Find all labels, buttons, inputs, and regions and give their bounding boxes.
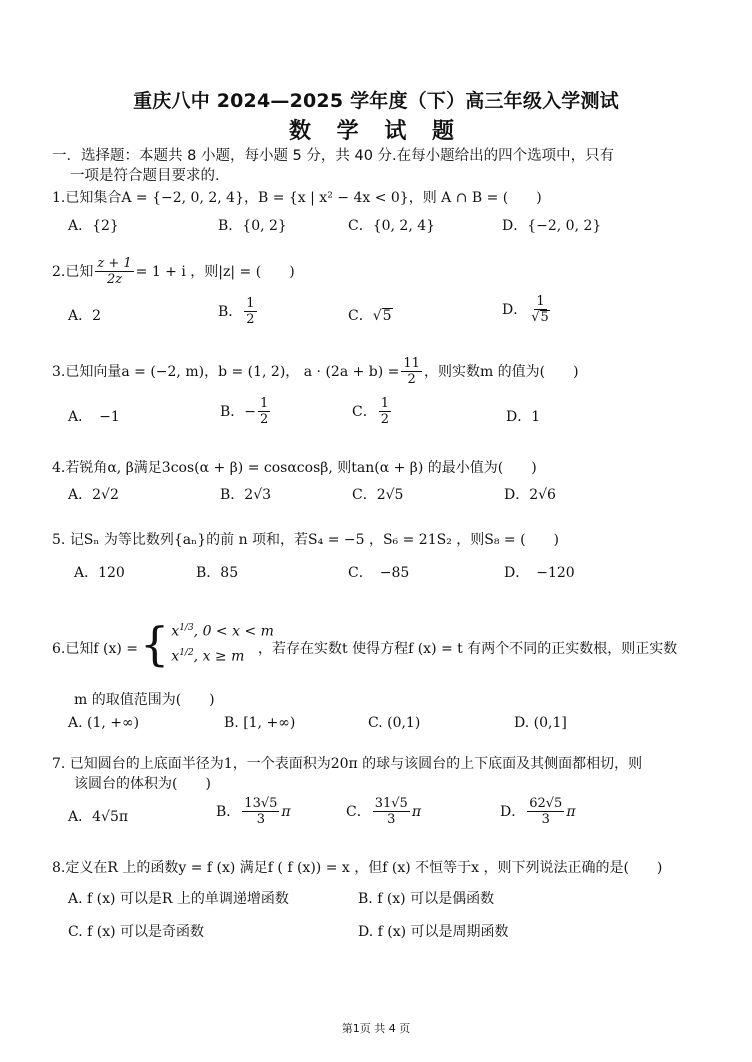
question-7-option-d-pi: π	[566, 803, 576, 820]
question-3-option-b-num: 1	[260, 396, 269, 411]
question-7-option-a: A．4√5π	[68, 809, 129, 825]
question-7-option-c-label: C．	[346, 803, 371, 820]
question-6-case-1	[171, 623, 274, 640]
question-3-option-c	[352, 396, 393, 427]
question-7-line-1: 7. 已知圆台的上底面半径为1，一个表面积为20π 的球与该圆台的上下底面及其侧面都相切，则	[52, 756, 643, 772]
question-8-option-b: B. f (x) 可以是偶函数	[358, 891, 495, 907]
exam-title: 重庆八中 2024—2025 学年度（下）高三年级入学测试	[133, 90, 619, 112]
question-8-option-c: C. f (x) 可以是奇函数	[68, 924, 205, 940]
question-7-option-d-den: 3	[541, 812, 550, 827]
question-4-option-a: A．2√2	[68, 487, 119, 503]
question-3-prefix: 3.已知向量a = (−2, m)，b = (1, 2)， a · (2a + b) =	[52, 363, 400, 380]
question-6-case-1-base: x	[171, 624, 180, 640]
question-2-option-b-num: 1	[246, 296, 255, 311]
question-6-option-b: B. [1, +∞)	[224, 715, 296, 731]
question-6-suffix: ，若存在实数t 使得方程f (x) = t 有两个不同的正实数根，则正实数	[258, 641, 678, 657]
question-2-option-b	[218, 296, 259, 327]
question-7-option-c-pi: π	[411, 803, 422, 820]
question-7-option-d-label: D．	[500, 803, 526, 820]
question-6-case-1-exp: 1/3	[179, 623, 194, 634]
exam-subtitle: 数 学 试 题	[289, 119, 463, 144]
question-6-case-2-cond: , x ≥ m	[193, 648, 245, 665]
question-7-option-d-num: 62√5	[529, 796, 563, 811]
page-footer: 第1页 共 4 页	[341, 1022, 411, 1035]
question-6-option-d: D. (0,1]	[514, 715, 567, 731]
question-3-option-d: D．1	[506, 409, 541, 425]
question-2-option-d-label: D．	[502, 301, 528, 318]
question-3-frac-den: 2	[407, 372, 416, 387]
question-2-prefix: 2.已知	[52, 263, 94, 280]
question-3-option-b-label: B．−	[220, 403, 257, 420]
question-5-option-d: D． −120	[504, 565, 575, 581]
question-2-option-c-value: 5	[382, 308, 392, 324]
left-brace-glyph: {	[140, 617, 170, 671]
question-7-option-b-den: 3	[256, 812, 265, 827]
question-7-line-2: 该圆台的体积为( )	[74, 776, 211, 792]
question-3-suffix: ，则实数m 的值为( )	[423, 363, 579, 380]
question-7-option-d	[500, 796, 576, 827]
question-2-option-d-num: 1	[536, 294, 545, 309]
question-3-option-b-den: 2	[260, 412, 269, 427]
question-4-option-d: D．2√6	[504, 487, 556, 503]
question-6-case-1-cond: , 0 < x < m	[193, 624, 274, 640]
question-1-stem: 1.已知集合A = {−2, 0, 2, 4}，B = {x | x² − 4x < 0}，则 A ∩ B = ( )	[52, 190, 542, 206]
question-5-option-c: C． −85	[348, 565, 410, 581]
question-7-option-c-num: 31√5	[374, 796, 408, 811]
question-6-case-2-base: x	[171, 648, 180, 665]
question-3-option-c-num: 1	[380, 396, 389, 411]
question-2-option-b-den: 2	[246, 312, 255, 327]
question-5-option-b: B．85	[196, 565, 239, 581]
section-heading-line2: 一项是符合题目要求的.	[70, 168, 220, 184]
question-3-option-c-den: 2	[380, 412, 389, 427]
question-4-stem: 4.若锐角α, β满足3cos(α + β) = cosαcosβ, 则tan(α + β) 的最小值为( )	[52, 460, 537, 476]
question-1-option-c: C．{0, 2, 4}	[348, 218, 436, 234]
question-7-option-b-label: B．	[216, 803, 241, 820]
question-7-option-b-pi: π	[281, 803, 291, 820]
question-8-option-d: D. f (x) 可以是周期函数	[358, 924, 509, 940]
question-5-option-a: A．120	[74, 565, 125, 581]
question-6-option-c: C. (0,1)	[368, 715, 421, 731]
question-4-option-b: B．2√3	[220, 487, 272, 503]
question-2-stem	[52, 256, 295, 287]
question-2-fraction	[95, 256, 133, 287]
question-5-stem: 5. 记Sₙ 为等比数列{aₙ}的前 n 项和，若S₄ = −5 ，S₆ = 21S₂ ，则S₈ = ( )	[52, 532, 560, 548]
question-2-option-d: D． $\frac{1}{√5}$	[502, 294, 549, 325]
question-3-stem	[52, 356, 579, 387]
question-2-option-d-den: 5	[540, 310, 549, 325]
question-6-prefix: 6.已知f (x) =	[52, 641, 138, 657]
question-1-option-d: D．{−2, 0, 2}	[502, 218, 602, 234]
question-7-option-b-num: 13√5	[244, 796, 278, 811]
question-2-numerator: z + 1	[97, 256, 132, 271]
question-2-option-c-label: C．	[348, 308, 373, 324]
question-7-option-c-den: 3	[387, 812, 396, 827]
question-6-case-2-exp: 1/2	[179, 648, 194, 658]
question-6-option-a: A. (1, +∞)	[68, 715, 140, 731]
question-3-option-a: A． −1	[68, 409, 120, 425]
question-6-piecewise	[140, 604, 274, 684]
question-4-option-c: C．2√5	[352, 487, 404, 503]
question-1-option-a: A．{2}	[68, 218, 119, 234]
question-3-option-c-label: C．	[352, 403, 377, 420]
question-3-option-b	[220, 396, 272, 427]
question-7-option-c	[346, 796, 421, 827]
question-3-frac-num: 11	[403, 356, 420, 371]
question-6-line-2: m 的取值范围为( )	[74, 692, 215, 708]
question-2-option-b-label: B．	[218, 303, 243, 320]
question-2-option-c: C．√5	[348, 308, 392, 324]
question-2-denominator: 2z	[106, 272, 123, 287]
question-2-suffix: = 1 + i ，则|z| = ( )	[135, 263, 295, 280]
question-8-option-a: A. f (x) 可以是R 上的单调递增函数	[68, 891, 289, 907]
question-1-option-b: B．{0, 2}	[218, 218, 287, 234]
section-heading-line1: 一．选择题：本题共 8 小题，每小题 5 分，共 40 分.在每小题给出的四个选项中，只有	[52, 148, 615, 164]
question-8-stem: 8.定义在R 上的函数y = f (x) 满足f ( f (x)) = x ，但f (x) 不恒等于x ，则下列说法正确的是( )	[52, 860, 663, 876]
question-2-option-a: A．2	[68, 308, 102, 324]
question-7-option-b	[216, 796, 291, 827]
